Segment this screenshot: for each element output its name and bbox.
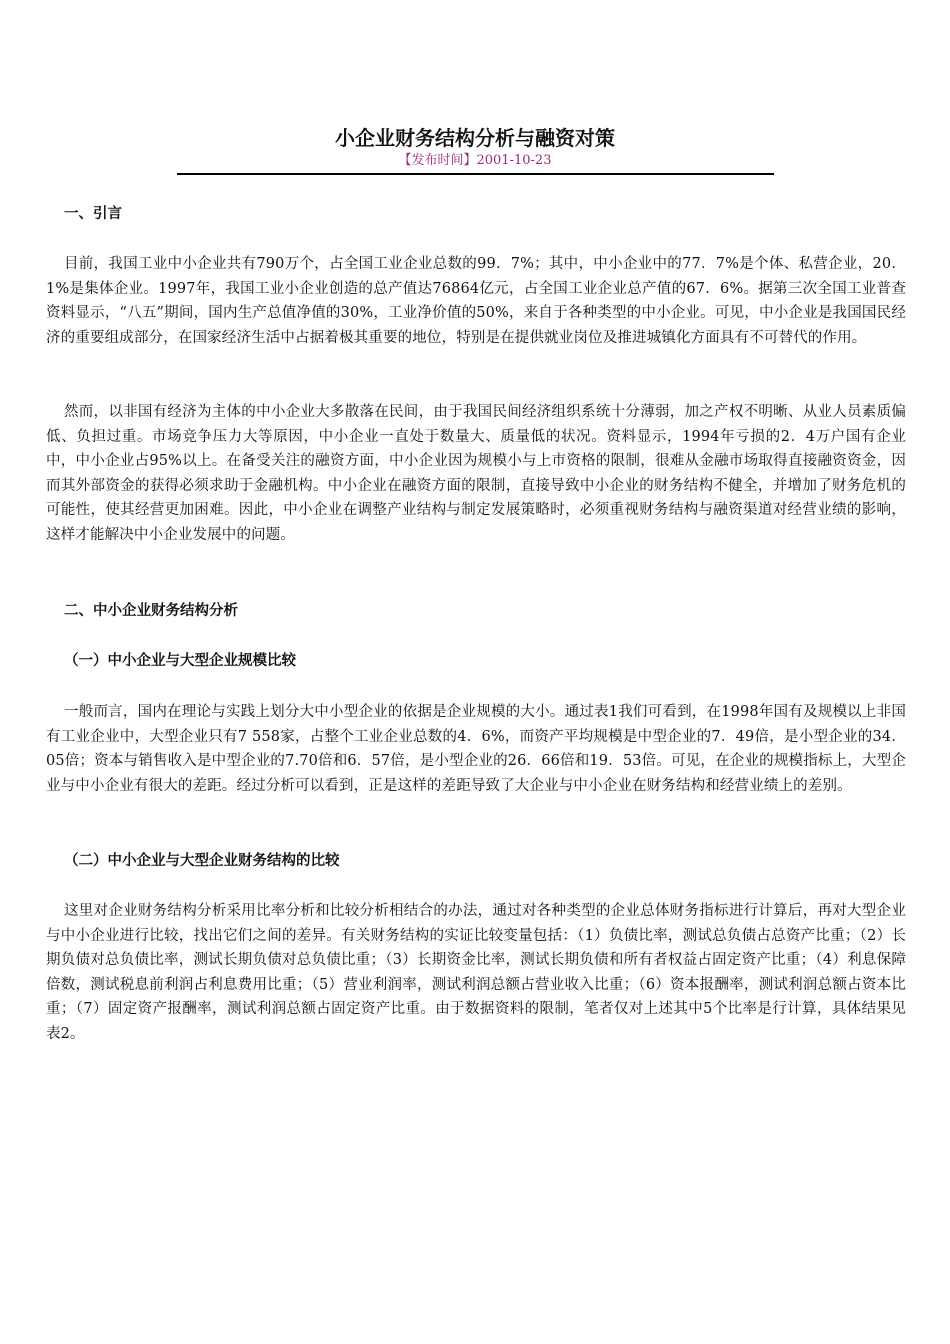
subsection-heading-structure-comparison: （二）中小企业与大型企业财务结构的比较 <box>64 853 340 869</box>
paragraph-intro-2: 然而，以非国有经济为主体的中小企业大多散落在民间，由于我国民间经济组织系统十分薄弱，加之产权不明晰、从业人员素质偏低、负担过重。市场竞争压力大等原因，中小企业一直处于数量大、质量低的状况。资料显示，1994年亏损的2．4万户国有企业中，中小企业占95%以上。在备受关注的融资方面，中小企业因为规模小与上市资格的限制，很难从金融市场取得直接融资资金，因而其外部资金的获得必须求助于金融机构。中小企业在融资方面的限制，直接导致中小企业的财务结构不健全，并增加了财务危机的可能性，使其经营更加困难。因此，中小企业在调整产业结构与制定发展策略时，必须重视财务结构与融资渠道对经营业绩的影响，这样才能解决中小企业发展中的问题。 <box>46 404 906 543</box>
section-heading-introduction: 一、引言 <box>64 206 122 222</box>
article-title: 小企业财务结构分析与融资对策 <box>335 126 615 150</box>
subsection-heading-scale-comparison: （一）中小企业与大型企业规模比较 <box>64 653 296 669</box>
paragraph-intro-1: 目前，我国工业中小企业共有790万个，占全国工业企业总数的99．7%；其中，中小企业中的77．7%是个体、私营企业，20．1%是集体企业。1997年，我国工业小企业创造的总产值达76864亿元，占全国工业企业总产值的67．6%。据第三次全国工业普查资料显示，“八五”期间，国内生产总值净值的30%，工业净价值的50%，来自于各种类型的中小企业。可见，中小企业是我国国民经济的重要组成部分，在国家经济生活中占据着极其重要的地位，特别是在提供就业岗位及推进城镇化方面具有不可替代的作用。 <box>46 256 906 346</box>
paragraph-structure-comparison: 这里对企业财务结构分析采用比率分析和比较分析相结合的办法，通过对各种类型的企业总体财务指标进行计算后，再对大型企业与中小企业进行比较，找出它们之间的差异。有关财务结构的实证比较变量包括：（1）负债比率，测试总负债占总资产比重；（2）长期负债对总负债比率，测试长期负债对总负债比重；（3）长期资金比率，测试长期负债和所有者权益占固定资产比重；（4）利息保障倍数，测试税息前利润占利息费用比重；（5）营业利润率，测试利润总额占营业收入比重；（6）资本报酬率，测试利润总额占资本比重；（7）固定资产报酬率，测试利润总额占固定资产比重。由于数据资料的限制，笔者仅对上述其中5个比率是行计算，具体结果见表2。 <box>46 903 906 1042</box>
title-divider <box>177 173 774 175</box>
paragraph-scale-comparison: 一般而言，国内在理论与实践上划分大中小型企业的依据是企业规模的大小。通过表1我们可看到，在1998年国有及规模以上非国有工业企业中，大型企业只有7 558家，占整个工业企业总数的4．6%，而资产平均规模是中型企业的7．49倍，是小型企业的34．05倍；资本与销售收入是中型企业的7.70倍和6．57倍，是小型企业的26．66倍和19．53倍。可见，在企业的规模指标上，大型企业与中小企业有很大的差距。经过分析可以看到，正是这样的差距导致了大企业与中小企业在财务结构和经营业绩上的差别。 <box>46 704 906 794</box>
section-heading-financial-structure: 二、中小企业财务结构分析 <box>64 603 238 619</box>
publish-date: 【发布时间】2001-10-23 <box>398 153 552 168</box>
